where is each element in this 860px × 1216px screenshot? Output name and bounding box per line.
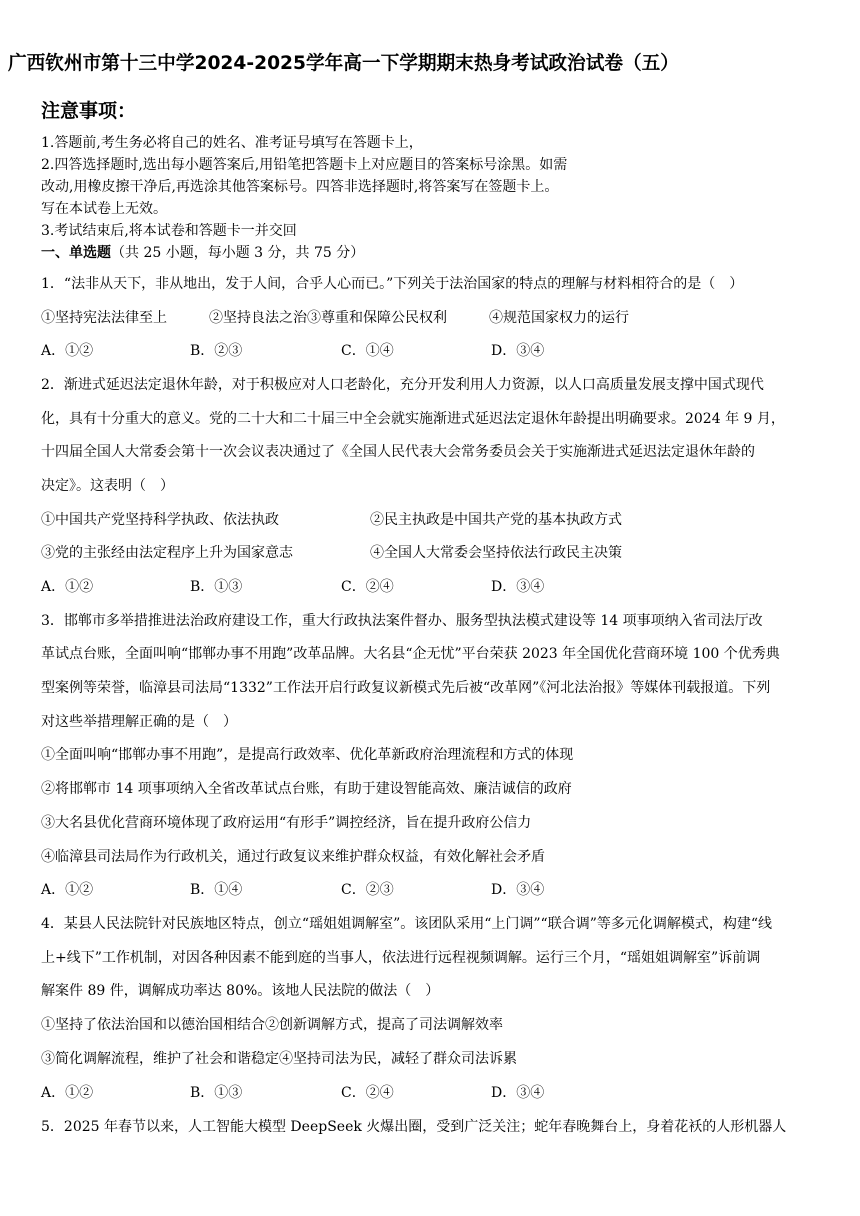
question-stem: 解案件 89 件，调解成功率达 80%。该地人民法院的做法（ ） xyxy=(41,983,440,999)
choice-a: A．①② xyxy=(41,1085,94,1101)
question-statement: ①坚持宪法法律至上 ②坚持良法之治③尊重和保障公民权利 ④规范国家权力的运行 xyxy=(41,310,629,326)
question-stem: 革试点台账，全面叫响“邯郸办事不用跑”改革品牌。大名县“企无忧”平台荣获 2023 年全国优化营商环境 100 个优秀典 xyxy=(41,646,780,662)
question-stem: 十四届全国人大常委会第十一次会议表决通过了《全国人民代表大会常务委员会关于实施渐进式延迟法定退休年龄的 xyxy=(41,444,755,460)
question-stem: 1．“法非从天下，非从地出，发于人间，合乎人心而已。”下列关于法治国家的特点的理解与材料相符合的是（ ） xyxy=(41,276,744,292)
choice-c: C．②③ xyxy=(341,882,394,898)
notice-line: 写在本试卷上无效。 xyxy=(41,201,167,217)
question-stem: 上+线下”工作机制，对因各种因素不能到庭的当事人，依法进行远程视频调解。运行三个月，“瑶姐姐调解室”诉前调 xyxy=(41,950,761,966)
notice-line: 1.答题前,考生务必将自己的姓名、准考证号填写在答题卡上， xyxy=(41,135,423,151)
question-stem: 4．某县人民法院针对民族地区特点，创立“瑶姐姐调解室”。该团队采用“上门调”“联合调”等多元化调解模式，构建“线 xyxy=(41,916,773,932)
notice-heading: 注意事项： xyxy=(41,100,137,122)
question-stem: 对这些举措理解正确的是（ ） xyxy=(41,714,237,730)
question-statement: ③党的主张经由法定程序上升为国家意志 xyxy=(41,545,293,561)
choice-b: B．②③ xyxy=(190,343,243,359)
question-stem: 2．渐进式延迟法定退休年龄，对于积极应对人口老龄化，充分开发利用人力资源，以人口高质量发展支撑中国式现代 xyxy=(41,377,764,393)
notice-line: 3.考试结束后,将本试卷和答题卡一并交回 xyxy=(41,223,297,239)
question-statement: ④临漳县司法局作为行政机关，通过行政复议来维护群众权益，有效化解社会矛盾 xyxy=(41,849,545,865)
question-statement: ④全国人大常委会坚持依法行政民主决策 xyxy=(370,545,622,561)
section-label: 一、单选题 xyxy=(41,245,111,261)
section-header xyxy=(41,244,364,262)
question-statement: ③简化调解流程，维护了社会和谐稳定④坚持司法为民，减轻了群众司法诉累 xyxy=(41,1051,517,1067)
notice-line: 2.四答选择题时,选出每小题答案后,用铅笔把答题卡上对应题目的答案标号涂黑。如需 xyxy=(41,157,568,173)
question-statement: ①中国共产党坚持科学执政、依法执政 xyxy=(41,512,279,528)
question-statement: ②民主执政是中国共产党的基本执政方式 xyxy=(370,512,622,528)
question-stem: 3．邯郸市多举措推进法治政府建设工作，重大行政执法案件督办、服务型执法模式建设等 14 项事项纳入省司法厅改 xyxy=(41,613,763,629)
question-stem: 型案例等荣誉，临漳县司法局“1332”工作法开启行政复议新模式先后被“改革网”《河北法治报》等媒体刊载报道。下列 xyxy=(41,680,771,696)
choice-a: A．①② xyxy=(41,343,94,359)
choice-b: B．①③ xyxy=(190,1085,243,1101)
question-stem: 化，具有十分重大的意义。党的二十大和二十届三中全会就实施渐进式延迟法定退休年龄提出明确要求。2024 年 9 月， xyxy=(41,411,785,427)
choice-a: A．①② xyxy=(41,579,94,595)
choice-a: A．①② xyxy=(41,882,94,898)
question-statement: ③大名县优化营商环境体现了政府运用“有形手”调控经济，旨在提升政府公信力 xyxy=(41,815,532,831)
choice-b: B．①③ xyxy=(190,579,243,595)
choice-b: B．①④ xyxy=(190,882,243,898)
choice-d: D．③④ xyxy=(491,343,545,359)
question-statement: ①坚持了依法治国和以德治国相结合②创新调解方式，提高了司法调解效率 xyxy=(41,1017,503,1033)
question-stem: 决定》。这表明（ ） xyxy=(41,478,174,494)
choice-c: C．②④ xyxy=(341,579,394,595)
exam-title: 广西钦州市第十三中学2024-2025学年高一下学期期末热身考试政治试卷（五） xyxy=(8,52,679,74)
choice-c: C．②④ xyxy=(341,1085,394,1101)
notice-line: 改动,用橡皮擦干净后,再选涂其他答案标号。四答非选择题时,将答案写在签题卡上。 xyxy=(41,179,559,195)
choice-d: D．③④ xyxy=(491,579,545,595)
question-stem: 5．2025 年春节以来，人工智能大模型 DeepSeek 火爆出圈，受到广泛关注；蛇年春晚舞台上，身着花袄的人形机器人 xyxy=(41,1119,787,1135)
question-statement: ①全面叫响“邯郸办事不用跑”，是提高行政效率、优化革新政府治理流程和方式的体现 xyxy=(41,747,574,763)
section-desc: （共 25 小题，每小题 3 分，共 75 分） xyxy=(111,245,365,261)
choice-c: C．①④ xyxy=(341,343,394,359)
choice-d: D．③④ xyxy=(491,882,545,898)
choice-d: D．③④ xyxy=(491,1085,545,1101)
question-statement: ②将邯郸市 14 项事项纳入全省改革试点台账，有助于建设智能高效、廉洁诚信的政府 xyxy=(41,781,572,797)
